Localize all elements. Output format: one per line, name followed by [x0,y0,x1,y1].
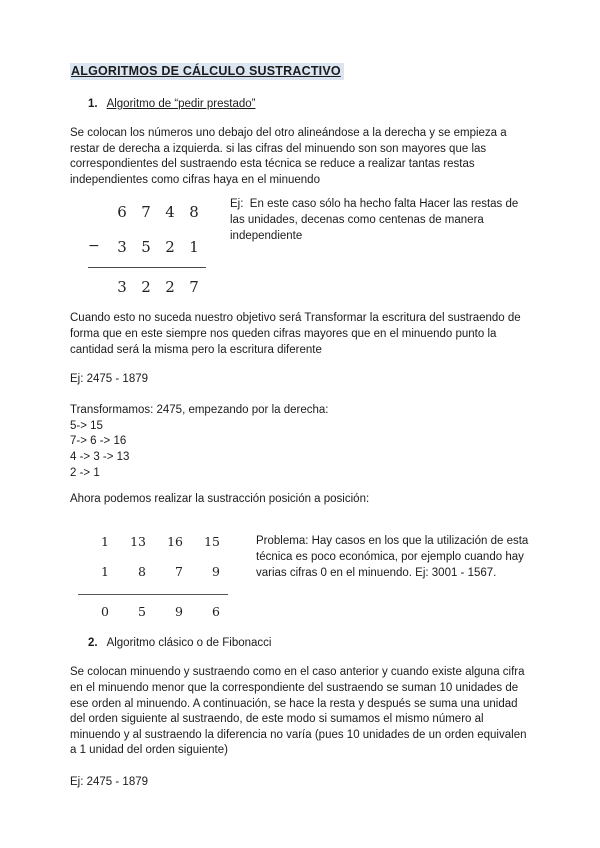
digit-cell: 3 [117,238,127,257]
digit-cell: 2 [165,278,175,297]
digit-cell: 7 [189,278,199,297]
operator-placeholder [88,203,110,222]
section1-heading-label: Algoritmo de “pedir prestado” [106,98,256,110]
digit-cell: 7 [141,203,151,222]
digit-cell: 15 [204,534,220,550]
transform-step-1: 5-> 15 [70,419,103,432]
digit-cell: 4 [165,203,175,222]
subtraction-2-result-row [78,604,228,619]
subtraction-2-subtrahend-row [78,564,228,579]
example1-note: Ej: En este caso sólo ha hecho falta Hacer las restas de las unidades, decenas como centenas de manera independiente [230,198,522,242]
example-label-1: Ej: 2475 - 1879 [70,373,149,386]
digit-cell: 9 [175,604,183,620]
digit-cell: 1 [101,564,109,580]
subtraction-2 [78,531,228,619]
digit-cell: 8 [189,203,199,222]
section2-heading-label: Algoritmo clásico o de Fibonacci [106,637,272,650]
digit-cell: 7 [175,564,183,580]
section1-paragraph2: Cuando esto no suceda nuestro objetivo será Transformar la escritura del sustraendo de forma que en este siempre nos queden cifras mayores que en el minuendo punto la cantidad será la misma pero la escritura diferente [70,312,521,356]
transform-title: Transformamos: 2475, empezando por la derecha: [70,403,329,416]
section2-body-paragraph: Se colocan minuendo y sustraendo como en el caso anterior y cuando existe alguna cifra en el minuendo menor que la correspondiente del sustraendo se suman 10 unidades de ese orden al minuendo. A continuación, se hace la resta y después se suma una unidad del orden siguiente al sustraendo, de este modo si sumamos el mismo número al minuendo y al sustraendo la diferencia no varía (pues 10 unidades de un orden equivalen a 1 unidad del orden siguiente) [70,666,527,757]
digit-cell: 0 [101,604,109,620]
section1-heading [88,97,534,112]
minus-sign: − [88,238,100,255]
section1-number: 1. [88,98,98,110]
digit-cell: 1 [189,238,199,257]
transform-step-3: 4 -> 3 -> 13 [70,451,130,464]
digit-cell: 6 [212,604,220,620]
subtraction-2-minuend-row [78,534,228,549]
digit-cell: 3 [117,278,127,297]
digit-cell: 1 [101,534,109,550]
subtraction-1 [88,197,206,297]
example1-block [70,197,534,297]
section2-heading [88,636,534,651]
example-label-2: Ej: 2475 - 1879 [70,775,149,788]
example2-block [70,531,534,619]
digit-cell: 6 [117,203,127,222]
subtrahend-digits [110,238,206,257]
digit-cell: 2 [141,278,151,297]
section2-number: 2. [88,637,98,650]
example2-note: Problema: Hay casos en los que la utilización de esta técnica es poco económica, por ejemplo cuando hay varias cifras 0 en el minuendo. Ej: 3001 - 1567. [256,535,532,579]
digit-cell: 5 [138,604,146,620]
transform-step-2: 7-> 6 -> 16 [70,435,127,448]
operator-placeholder [88,278,110,297]
subtraction-1-subtrahend-row [88,238,206,257]
subtraction-1-rule [88,267,206,268]
transform-block [70,403,534,482]
minuend-digits [110,203,206,222]
subtraction-2-rule [78,594,228,595]
digit-cell: 9 [212,564,220,580]
digit-cell: 8 [138,564,146,580]
subtraction-1-minuend-row [88,203,206,222]
digit-cell: 2 [165,238,175,257]
document-title: ALGORITMOS DE CÁLCULO SUSTRACTIVO [70,63,344,80]
digit-cell: 13 [130,534,146,550]
section1-intro-paragraph: Se colocan los números uno debajo del otro alineándose a la derecha y se empieza a restar de derecha a izquierda. si las cifras del minuendo son son mayores que las correspondientes del sustraendo esta técnica se reduce a realizar tantas restas independientes como cifras haya en el minuendo [70,127,507,186]
section1-paragraph3: Ahora podemos realizar la sustracción posición a posición: [70,492,370,505]
subtraction-1-result-row [88,278,206,297]
digit-cell: 5 [141,238,151,257]
digit-cell: 16 [167,534,183,550]
transform-step-4: 2 -> 1 [70,466,100,479]
result-digits [110,278,206,297]
